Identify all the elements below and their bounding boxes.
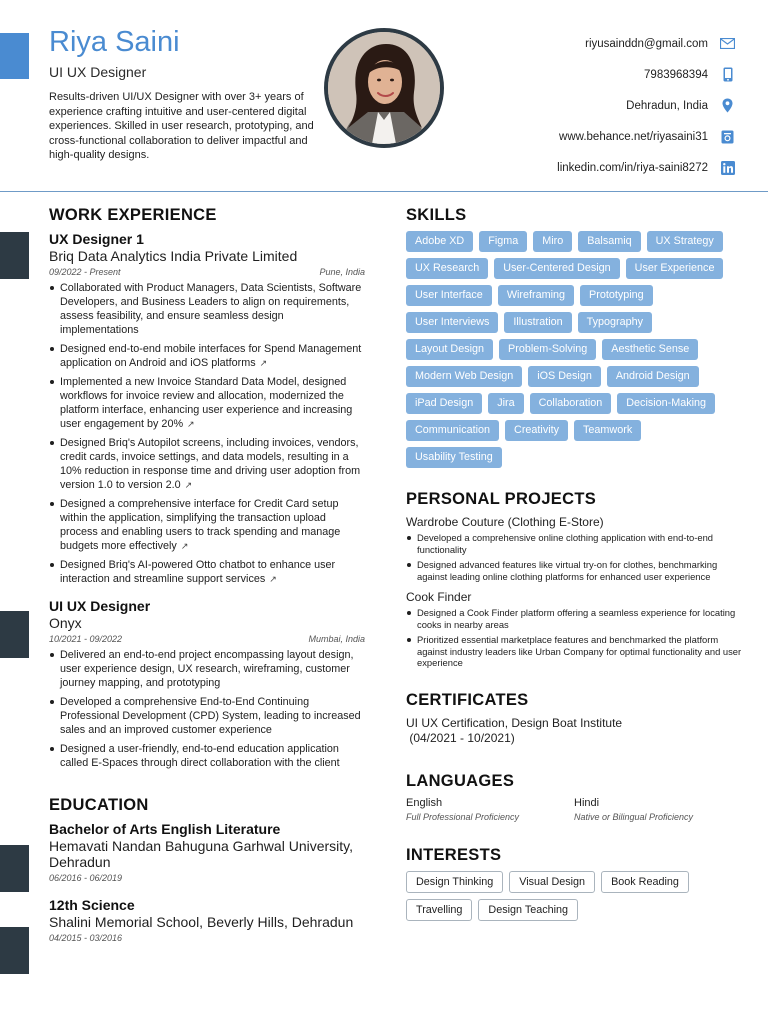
work-experience-heading: WORK EXPERIENCE xyxy=(49,206,217,224)
education-heading: EDUCATION xyxy=(49,796,149,814)
job-bullet-text: Designed a comprehensive interface for Credit Card setup within the application, simplifying the transaction upload process and enabling users to track spending and manage budgets more effectively xyxy=(60,498,341,552)
education-1-marker xyxy=(0,845,29,892)
education-dates: 04/2015 - 03/2016 xyxy=(49,933,123,943)
certificate-dates: (04/2021 - 10/2021) xyxy=(406,730,515,745)
language-item xyxy=(574,797,742,822)
skill-chip: Balsamiq xyxy=(578,231,640,252)
project-title: Cook Finder xyxy=(406,590,472,604)
job-bullet: Delivered an end-to-end project encompassing layout design, user experience design, UX research, wireframing, customer journey mapping, and prototyping xyxy=(49,648,365,690)
job-bullet-text: Designed end-to-end mobile interfaces for Spend Management application on Android and iOS platforms xyxy=(60,343,362,369)
project-bullet: Developed a comprehensive online clothing application with end-to-end functionality xyxy=(406,532,742,555)
skill-chip: Layout Design xyxy=(406,339,493,360)
job-bullet xyxy=(49,436,365,492)
header-accent-block xyxy=(0,33,29,79)
skill-chip: Creativity xyxy=(505,420,568,441)
external-link-icon[interactable]: ↗ xyxy=(187,419,195,429)
language-level: Native or Bilingual Proficiency xyxy=(574,811,694,822)
skill-chip: User Interface xyxy=(406,285,492,306)
left-column xyxy=(49,206,365,943)
job-bullet: Developed a comprehensive End-to-End Continuing Professional Development (CPD) System, leading to increased sales and an improved customer experience xyxy=(49,695,365,737)
contact-location-text: Dehradun, India xyxy=(626,99,708,112)
job-bullet xyxy=(49,558,365,586)
external-link-icon[interactable]: ↗ xyxy=(269,574,277,584)
job-bullet xyxy=(49,281,365,337)
job-company: Onyx xyxy=(49,615,82,631)
job-meta xyxy=(49,634,365,644)
interests-list xyxy=(406,871,742,921)
skill-chip: Problem-Solving xyxy=(499,339,596,360)
job-location: Mumbai, India xyxy=(308,634,365,644)
contact-location xyxy=(435,90,735,121)
skill-chip: User Interviews xyxy=(406,312,498,333)
education-school: Hemavati Nandan Bahuguna Garhwal University, Dehradun xyxy=(49,838,354,870)
profile-photo xyxy=(324,28,444,148)
project-bullet: Prioritized essential marketplace features and benchmarked the platform against industry leaders like Urban Company for optimal functionality and user experience xyxy=(406,634,742,669)
job-bullets xyxy=(49,648,365,770)
job-bullet xyxy=(49,375,365,431)
certificates-heading: CERTIFICATES xyxy=(406,690,529,709)
skill-chip: Wireframing xyxy=(498,285,574,306)
skill-chip: Android Design xyxy=(607,366,699,387)
skill-chip: Modern Web Design xyxy=(406,366,522,387)
mail-icon xyxy=(720,36,735,51)
summary-text: Results-driven UI/UX Designer with over 3+ years of experience crafting intuitive and user-centered digital experiences. Skilled in user research, prototyping, and cross-functional collaboration to deliver impactful and high-quality designs. xyxy=(49,91,314,161)
contact-linkedin[interactable] xyxy=(435,152,735,183)
job-bullet xyxy=(49,342,365,370)
skill-chip: iOS Design xyxy=(528,366,601,387)
job-bullet-text: Implemented a new Invoice Standard Data Model, designed workflows for invoice review and allocation, modernized the platform interface, enhancing user experience and increasing user engagement by 20% xyxy=(60,376,353,430)
skills-list xyxy=(406,231,742,468)
project-title: Wardrobe Couture (Clothing E-Store) xyxy=(406,515,604,529)
skill-chip: Teamwork xyxy=(574,420,641,441)
education-school: Shalini Memorial School, Beverly Hills, Dehradun xyxy=(49,914,354,930)
language-level: Full Professional Proficiency xyxy=(406,811,520,822)
profile-photo-illustration xyxy=(328,32,440,144)
job-title: UX Designer 1 xyxy=(49,231,144,247)
contact-email[interactable] xyxy=(435,28,735,59)
job-meta xyxy=(49,267,365,277)
skill-chip: Illustration xyxy=(504,312,571,333)
skill-chip: UX Research xyxy=(406,258,488,279)
project-entry xyxy=(406,590,742,669)
skill-chip: User-Centered Design xyxy=(494,258,619,279)
job-entry xyxy=(49,231,365,586)
job-dates: 09/2022 - Present xyxy=(49,267,121,277)
job-bullet xyxy=(49,497,365,553)
right-column xyxy=(406,206,742,921)
certificate-name: UI UX Certification, Design Boat Institute xyxy=(406,715,623,730)
job-entry xyxy=(49,598,365,770)
language-name: Hindi xyxy=(574,796,600,809)
job-2-marker xyxy=(0,611,29,658)
candidate-name: Riya Saini xyxy=(49,26,180,58)
external-link-icon[interactable]: ↗ xyxy=(184,480,193,490)
project-bullets xyxy=(406,607,742,669)
phone-icon xyxy=(720,67,735,82)
job-dates: 10/2021 - 09/2022 xyxy=(49,634,123,644)
education-degree: Bachelor of Arts English Literature xyxy=(49,821,281,837)
project-bullet: Designed a Cook Finder platform offering a seamless experience for locating cooks in nearby areas xyxy=(406,607,742,630)
job-bullets xyxy=(49,281,365,586)
interests-heading: INTERESTS xyxy=(406,845,502,864)
skill-chip: iPad Design xyxy=(406,393,482,414)
skill-chip: Typography xyxy=(578,312,652,333)
skill-chip: Prototyping xyxy=(580,285,653,306)
skill-chip: Collaboration xyxy=(530,393,612,414)
behance-icon xyxy=(720,129,735,144)
candidate-role: UI UX Designer xyxy=(49,64,147,80)
skill-chip: Decision-Making xyxy=(617,393,715,414)
skill-chip: Figma xyxy=(479,231,527,252)
languages-heading: LANGUAGES xyxy=(406,771,515,790)
skill-chip: Usability Testing xyxy=(406,447,502,468)
linkedin-icon xyxy=(720,160,735,175)
contact-linkedin-text: linkedin.com/in/riya-saini8272 xyxy=(557,161,708,174)
skill-chip: User Experience xyxy=(626,258,724,279)
contact-behance[interactable] xyxy=(435,121,735,152)
interest-chip: Design Teaching xyxy=(478,899,578,921)
skill-chip: Communication xyxy=(406,420,499,441)
projects-heading: PERSONAL PROJECTS xyxy=(406,490,596,508)
contact-list xyxy=(435,28,735,183)
education-2-marker xyxy=(0,927,29,974)
education-degree: 12th Science xyxy=(49,897,135,913)
job-company: Briq Data Analytics India Private Limited xyxy=(49,248,298,264)
skill-chip: Miro xyxy=(533,231,572,252)
contact-phone[interactable] xyxy=(435,59,735,90)
education-entry xyxy=(49,897,365,943)
job-title: UI UX Designer xyxy=(49,598,151,614)
skill-chip: Jira xyxy=(488,393,523,414)
skill-chip: Aesthetic Sense xyxy=(602,339,698,360)
job-1-marker xyxy=(0,232,29,279)
contact-email-text: riyusainddn@gmail.com xyxy=(585,37,708,50)
job-bullet-text: Collaborated with Product Managers, Data Scientists, Software Developers, and Business Leaders to align on requirements, assess feasibility, and ensure seamless design implementations xyxy=(60,282,362,336)
education-dates: 06/2016 - 06/2019 xyxy=(49,873,123,883)
skill-chip: Adobe XD xyxy=(406,231,473,252)
interest-chip: Travelling xyxy=(406,899,472,921)
contact-phone-text: 7983968394 xyxy=(644,68,708,81)
job-bullet-text: Designed Briq's AI-powered Otto chatbot to enhance user interaction and streamline support services xyxy=(60,559,336,585)
external-link-icon[interactable]: ↗ xyxy=(180,541,189,551)
external-link-icon[interactable]: ↗ xyxy=(259,358,268,368)
job-bullet-text: Designed Briq's Autopilot screens, including invoices, vendors, credit cards, invoice settings, and data models, resulting in a 10% reduction in response time and driving user adoption from version 1.0 to version 2.0 xyxy=(60,437,361,491)
skills-heading: SKILLS xyxy=(406,206,467,224)
interest-chip: Visual Design xyxy=(509,871,595,893)
header-divider xyxy=(0,191,768,192)
skill-chip: UX Strategy xyxy=(647,231,723,252)
languages-list xyxy=(406,797,742,822)
education-entry xyxy=(49,821,365,883)
language-name: English xyxy=(406,796,443,809)
language-item xyxy=(406,797,574,822)
project-bullet: Designed advanced features like virtual try-on for clothes, benchmarking against leading online clothing platforms for enhanced user experience xyxy=(406,559,742,582)
contact-behance-text: www.behance.net/riyasaini31 xyxy=(559,130,708,143)
location-icon xyxy=(720,98,735,113)
interest-chip: Book Reading xyxy=(601,871,689,893)
project-bullets xyxy=(406,532,742,582)
project-entry xyxy=(406,515,742,582)
job-bullet: Designed a user-friendly, end-to-end education application called E-Spaces through direct collaboration with the client xyxy=(49,742,365,770)
interest-chip: Design Thinking xyxy=(406,871,503,893)
job-location: Pune, India xyxy=(319,267,365,277)
